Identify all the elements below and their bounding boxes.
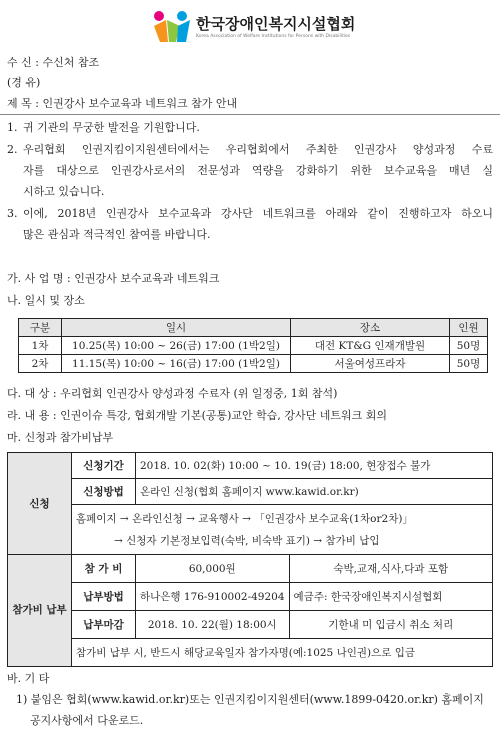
table-row [8, 611, 493, 639]
table-cell: 서울여성프라자 [291, 355, 450, 373]
method-label: 신청방법 [72, 479, 136, 505]
subject-label: 제 목 : [7, 97, 39, 110]
table-row [8, 505, 493, 555]
section-content: 라. 내 용 : 인권이슈 특강, 협회개발 기본(공통)교안 학습, 강사단 네트워크 회의 [7, 409, 388, 422]
table-row [8, 639, 493, 667]
recipient-label: 수 신 : [7, 56, 39, 69]
org-logo [150, 6, 410, 48]
section-etc: 바. 기 타 [7, 672, 50, 685]
paragraph-3 [7, 203, 493, 245]
section-application: 마. 신청과 참가비납부 [7, 431, 114, 444]
paragraph-text: 귀 기관의 무궁한 발전을 기원합니다. [23, 121, 200, 134]
table-cell: 10.25(목) 10:00 ~ 26(금) 17:00 (1박2일) [62, 337, 291, 355]
paragraph-line: 자를 대상으로 인권강사로서의 전문성과 역량을 강화하기 위한 보수교육을 매년 실 [23, 164, 493, 177]
application-table [7, 452, 493, 667]
paragraph-1 [7, 117, 493, 138]
table-row [8, 555, 493, 583]
schedule-table [18, 318, 488, 373]
payment-note: 참가비 납부 시, 반드시 해당교육일자 참가자명(예:1025 나인권)으로 입금 [72, 639, 493, 667]
subject: 인권강사 보수교육과 네트워크 참가 안내 [42, 97, 238, 110]
table-row [8, 583, 493, 611]
table-header-row [19, 319, 488, 337]
section-schedule: 나. 일시 및 장소 [7, 294, 85, 307]
org-name-en: Korea Association of Welfare Institutions for Persons with Disabilities [196, 34, 351, 39]
section-program-name: 가. 사 업 명 : 인권강사 보수교육과 네트워크 [7, 272, 220, 285]
table-row [19, 337, 488, 355]
column-header: 일시 [62, 319, 291, 337]
table-cell: 50명 [450, 355, 488, 373]
fee-label: 참 가 비 [72, 555, 136, 583]
paragraph-line: 시하고 있습니다. [23, 185, 105, 198]
column-header: 인원 [450, 319, 488, 337]
etc-note-line: 1) 붙임은 협회(www.kawid.or.kr)또는 인권지킴이지원센터(www.1899-0420.or.kr) 홈페이지 [16, 693, 484, 706]
paragraph-2 [7, 139, 493, 202]
org-name: 한국장애인복지시설협회 [196, 15, 356, 33]
fee-value: 60,000원 [136, 555, 290, 583]
paragraph-line: 우리협회 인권지킴이지원센터에서는 우리협회에서 주최한 인권강사 양성과정 수료 [23, 143, 493, 156]
column-header: 장소 [291, 319, 450, 337]
recipient-line [7, 54, 99, 70]
application-path-line: → 신청자 기본정보입력(숙박, 비숙박 표기) → 참가비 납입 [114, 534, 380, 547]
table-row [8, 479, 493, 505]
table-row [19, 355, 488, 373]
paragraph-number: 3. [7, 207, 18, 220]
paragraph-line: 이에, 2018년 인권강사 보수교육과 강사단 네트워크를 아래와 같이 진행하고자 하오니 [23, 207, 493, 220]
account-label: 납부방법 [72, 583, 136, 611]
application-section-label: 신청 [8, 453, 72, 555]
via-line: (경 유) [7, 76, 41, 89]
table-cell: 1차 [19, 337, 62, 355]
period-value: 2018. 10. 02(화) 10:00 ~ 10. 19(금) 18:00, 현장접수 불가 [136, 453, 493, 479]
account-value: 하나은행 176-910002-49204 [136, 583, 290, 611]
fee-note: 숙박,교재,식사,다과 포함 [289, 555, 492, 583]
deadline-note: 기한내 미 입금시 취소 처리 [289, 611, 492, 639]
paragraph-line: 많은 관심과 적극적인 참여를 바랍니다. [23, 228, 211, 241]
method-value: 온라인 신청(협회 홈페이지 www.kawid.or.kr) [136, 479, 493, 505]
deadline-label: 납부마감 [72, 611, 136, 639]
period-label: 신청기간 [72, 453, 136, 479]
subject-line [7, 95, 237, 111]
recipient: 수신처 참조 [42, 56, 100, 69]
table-cell: 대전 KT&G 인재개발원 [291, 337, 450, 355]
payment-section-label: 참가비 납부 [8, 555, 72, 667]
table-cell: 11.15(목) 10:00 ~ 16(금) 17:00 (1박2일) [62, 355, 291, 373]
table-row [8, 453, 493, 479]
column-header: 구분 [19, 319, 62, 337]
subject-divider [0, 114, 500, 115]
deadline-value: 2018. 10. 22(월) 18:00시 [136, 611, 290, 639]
paragraph-number: 2. [7, 143, 18, 156]
application-path-line: 홈페이지 → 온라인신청 → 교육행사 → 「인권강사 보수교육(1차or2차)」 [76, 512, 413, 525]
etc-note-line: 공지사항에서 다운로드. [30, 714, 144, 727]
paragraph-number: 1. [7, 121, 18, 134]
table-cell: 50명 [450, 337, 488, 355]
section-target: 다. 대 상 : 우리협회 인권강사 양성과정 수료자 (위 일정중, 1회 참석) [7, 387, 338, 400]
account-holder: 예금주: 한국장애인복지시설협회 [289, 583, 492, 611]
application-path [72, 505, 493, 555]
table-cell: 2차 [19, 355, 62, 373]
org-logo-icon [150, 6, 192, 48]
